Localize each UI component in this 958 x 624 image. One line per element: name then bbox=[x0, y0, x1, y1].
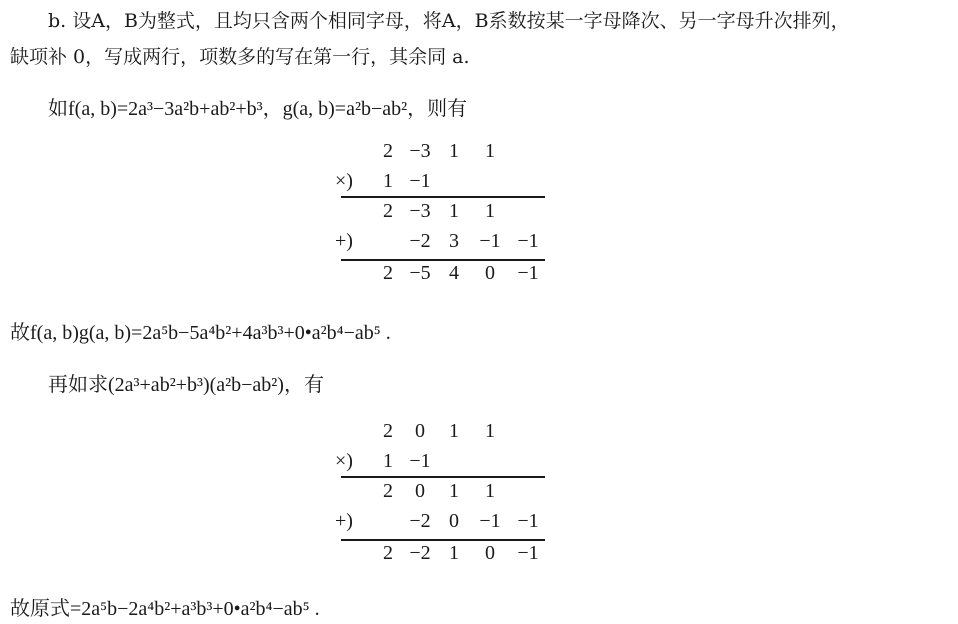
coefficient-cell: −1 bbox=[479, 230, 501, 252]
coefficient-cell: −3 bbox=[409, 140, 431, 162]
table-row bbox=[335, 170, 545, 198]
coefficient-cell: 0 bbox=[449, 510, 459, 532]
coefficient-cell: 1 bbox=[449, 200, 459, 222]
paragraph-line-1: b. 设A，B为整式，且均只含两个相同字母，将A，B系数按某一字母降次、另一字母升次排列， bbox=[48, 10, 850, 32]
coefficient-cell: 0 bbox=[415, 420, 425, 442]
coefficient-cell: 1 bbox=[485, 200, 495, 222]
table-row bbox=[335, 480, 545, 508]
coefficient-cell: 1 bbox=[383, 170, 393, 192]
table-row bbox=[335, 140, 545, 168]
coefficient-cell: 0 bbox=[415, 480, 425, 502]
table-row bbox=[335, 262, 545, 290]
coefficient-cell: 2 bbox=[383, 542, 393, 564]
horizontal-rule bbox=[341, 196, 545, 198]
horizontal-rule bbox=[341, 539, 545, 541]
coefficient-cell: 1 bbox=[449, 420, 459, 442]
coefficient-table-2 bbox=[335, 420, 545, 570]
coefficient-cell: 1 bbox=[449, 140, 459, 162]
coefficient-cell: 2 bbox=[383, 262, 393, 284]
coefficient-cell: −3 bbox=[409, 200, 431, 222]
table-row bbox=[335, 510, 545, 538]
coefficient-cell: −1 bbox=[517, 230, 539, 252]
operator-label: ×) bbox=[335, 170, 353, 192]
table-row bbox=[335, 230, 545, 258]
coefficient-cell: 2 bbox=[383, 480, 393, 502]
coefficient-table-1 bbox=[335, 140, 545, 290]
coefficient-cell: −1 bbox=[517, 262, 539, 284]
coefficient-cell: 1 bbox=[449, 542, 459, 564]
coefficient-cell: 3 bbox=[449, 230, 459, 252]
coefficient-cell: 1 bbox=[485, 140, 495, 162]
coefficient-cell: −1 bbox=[517, 510, 539, 532]
table-row bbox=[335, 200, 545, 228]
coefficient-cell: 2 bbox=[383, 140, 393, 162]
coefficient-cell: −1 bbox=[409, 450, 431, 472]
coefficient-cell: 1 bbox=[485, 420, 495, 442]
operator-label: +) bbox=[335, 510, 353, 532]
horizontal-rule bbox=[341, 476, 545, 478]
coefficient-cell: 0 bbox=[485, 262, 495, 284]
coefficient-cell: 0 bbox=[485, 542, 495, 564]
coefficient-cell: −2 bbox=[409, 510, 431, 532]
table-row bbox=[335, 542, 545, 570]
example-1-statement: 如f(a, b)=2a³−3a²b+ab²+b³，g(a, b)=a²b−ab²，则有 bbox=[48, 98, 468, 120]
operator-label: ×) bbox=[335, 450, 353, 472]
coefficient-cell: −1 bbox=[479, 510, 501, 532]
coefficient-cell: −5 bbox=[409, 262, 431, 284]
operator-label: +) bbox=[335, 230, 353, 252]
coefficient-cell: 1 bbox=[449, 480, 459, 502]
result-2-line: 故原式=2a⁵b−2a⁴b²+a³b³+0•a²b⁴−ab⁵ . bbox=[10, 598, 320, 620]
coefficient-cell: −1 bbox=[409, 170, 431, 192]
coefficient-cell: −1 bbox=[517, 542, 539, 564]
coefficient-cell: 2 bbox=[383, 200, 393, 222]
coefficient-cell: −2 bbox=[409, 542, 431, 564]
result-1-line: 故f(a, b)g(a, b)=2a⁵b−5a⁴b²+4a³b³+0•a²b⁴−ab⁵ . bbox=[10, 322, 391, 344]
table-row bbox=[335, 420, 545, 448]
coefficient-cell: 1 bbox=[485, 480, 495, 502]
paragraph-line-2: 缺项补 0，写成两行，项数多的写在第一行，其余同 a. bbox=[10, 46, 470, 68]
coefficient-cell: −2 bbox=[409, 230, 431, 252]
horizontal-rule bbox=[341, 259, 545, 261]
table-row bbox=[335, 450, 545, 478]
coefficient-cell: 4 bbox=[449, 262, 459, 284]
example-2-statement: 再如求(2a³+ab²+b³)(a²b−ab²)，有 bbox=[48, 374, 324, 396]
coefficient-cell: 1 bbox=[383, 450, 393, 472]
coefficient-cell: 2 bbox=[383, 420, 393, 442]
